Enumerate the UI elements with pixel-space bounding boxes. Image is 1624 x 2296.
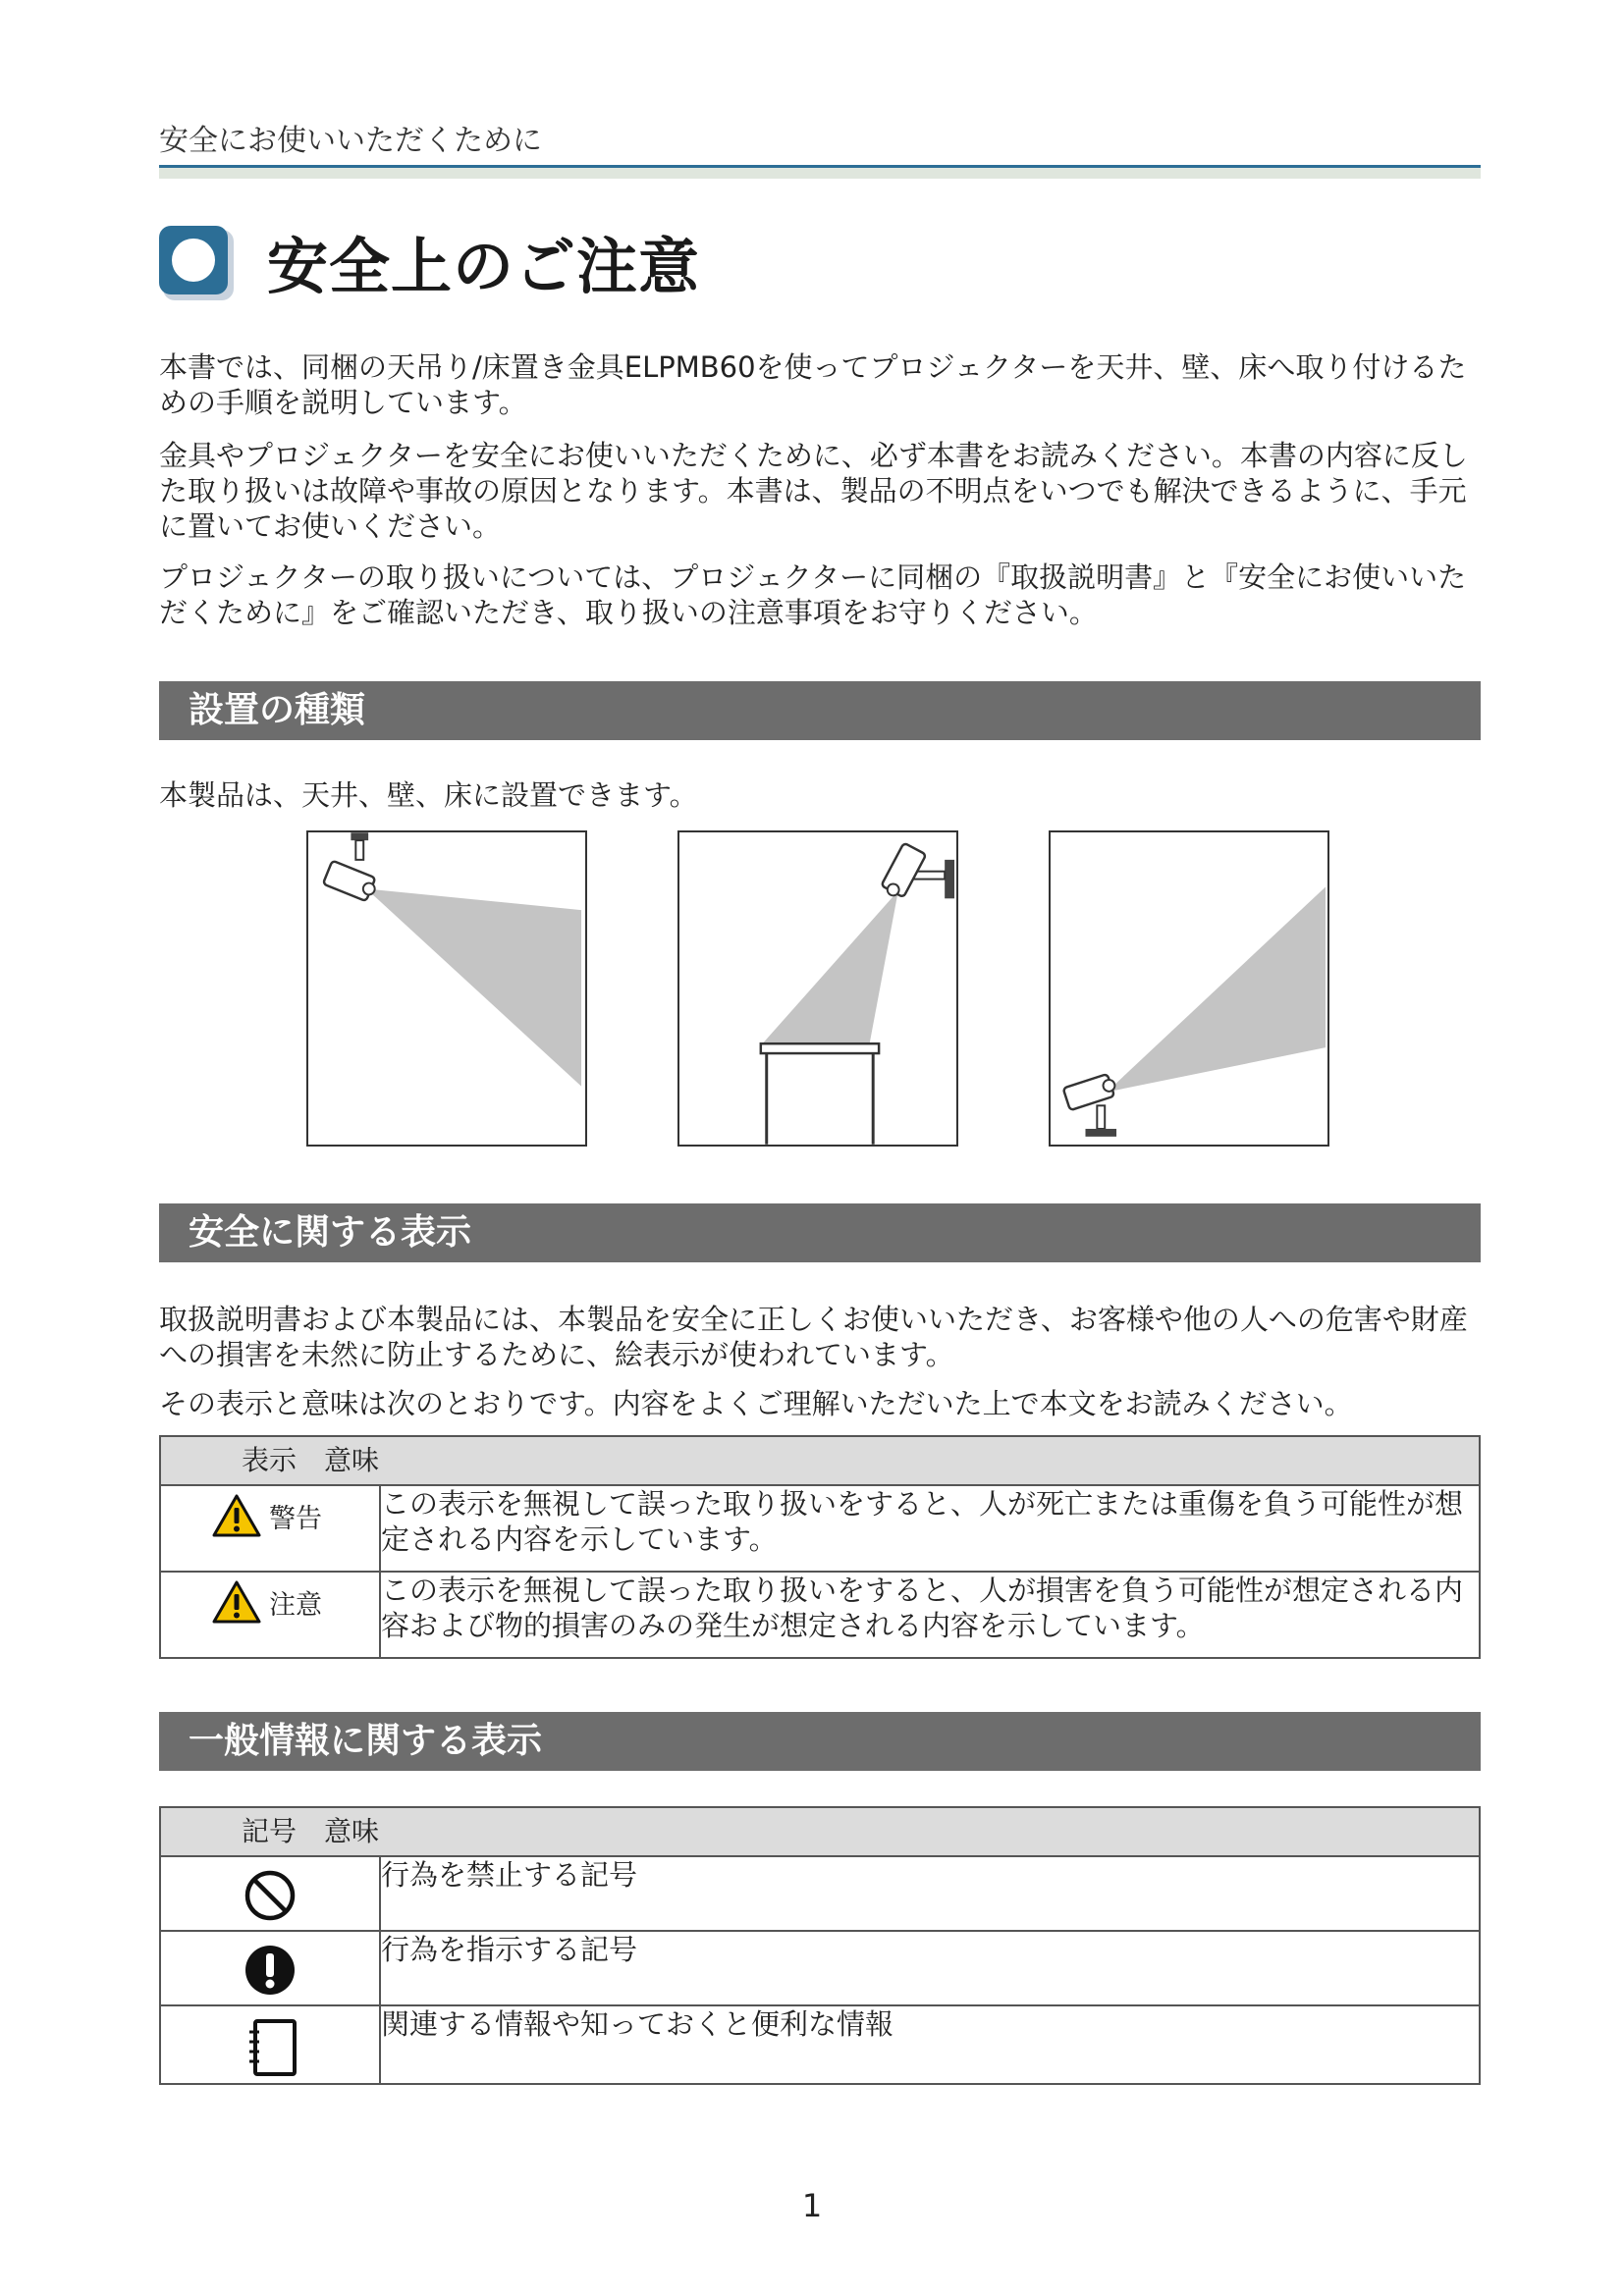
intro-paragraph-3: プロジェクターの取り扱いについては、プロジェクターに同梱の『取扱説明書』と『安全にお使いいただくために』をご確認いただき、取り扱いの注意事項をお守りください。 xyxy=(159,561,1467,629)
note-icon xyxy=(245,2018,298,2077)
table-row xyxy=(160,1572,1480,1658)
note-meaning: 関連する情報や知っておくと便利な情報 xyxy=(380,2005,1480,2084)
title-bullet-icon xyxy=(157,224,236,302)
table-row xyxy=(160,1856,1480,1931)
caution-meaning: この表示を無視して誤った取り扱いをすると、人が損害を負う可能性が想定される内容および物的損害のみの発生が想定される内容を示しています。 xyxy=(380,1572,1480,1658)
header-rule xyxy=(159,165,1481,179)
prohibited-icon xyxy=(244,1869,297,1922)
caution-label: 注意 xyxy=(269,1589,322,1621)
page-title: 安全上のご注意 xyxy=(267,231,701,302)
section-heading-installation: 設置の種類 xyxy=(159,681,1481,740)
table-header-row xyxy=(160,1807,1480,1856)
running-header: 安全にお使いいただくために xyxy=(159,124,542,158)
section-heading-general: 一般情報に関する表示 xyxy=(159,1712,1481,1771)
table-row xyxy=(160,1931,1480,2005)
intro-paragraph-1: 本書では、同梱の天吊り/床置き金具ELPMB60を使ってプロジェクターを天井、壁、床へ取り付けるための手順を説明しています。 xyxy=(159,350,1467,419)
ceiling-mount-illustration xyxy=(306,830,587,1147)
mandatory-icon xyxy=(244,1944,297,1997)
table-row xyxy=(160,1485,1480,1572)
floor-mount-illustration xyxy=(1049,830,1329,1147)
prohibited-meaning: 行為を禁止する記号 xyxy=(380,1856,1480,1931)
warning-label: 警告 xyxy=(269,1503,322,1534)
intro-paragraph-2: 金具やプロジェクターを安全にお使いいただくために、必ず本書をお読みください。本書の内容に反した取り扱いは故障や事故の原因となります。本書は、製品の不明点をいつでも解決できるように、手元に置いてお使いください。 xyxy=(159,439,1468,543)
mandatory-meaning: 行為を指示する記号 xyxy=(380,1931,1480,2005)
table-header-label: 表示 意味 xyxy=(242,1444,380,1476)
table-row xyxy=(160,2005,1480,2084)
section-heading-safety: 安全に関する表示 xyxy=(159,1203,1481,1262)
warning-meaning: この表示を無視して誤った取り扱いをすると、人が死亡または重傷を負う可能性が想定される内容を示しています。 xyxy=(380,1485,1480,1572)
warning-triangle-icon xyxy=(212,1494,261,1537)
table-header-label: 記号 意味 xyxy=(242,1815,380,1847)
general-symbol-table xyxy=(159,1806,1481,2085)
safety-symbol-table xyxy=(159,1435,1481,1659)
warning-triangle-icon xyxy=(212,1580,261,1624)
installation-text: 本製品は、天井、壁、床に設置できます。 xyxy=(159,778,698,812)
page-number: 1 xyxy=(801,2187,823,2224)
table-header-row xyxy=(160,1436,1480,1485)
wall-mount-illustration xyxy=(677,830,958,1147)
safety-paragraph-1: 取扱説明書および本製品には、本製品を安全に正しくお使いいただき、お客様や他の人への危害や財産への損害を未然に防止するために、絵表示が使われています。 xyxy=(159,1303,1468,1371)
safety-paragraph-2: その表示と意味は次のとおりです。内容をよくご理解いただいた上で本文をお読みください。 xyxy=(159,1387,1353,1420)
